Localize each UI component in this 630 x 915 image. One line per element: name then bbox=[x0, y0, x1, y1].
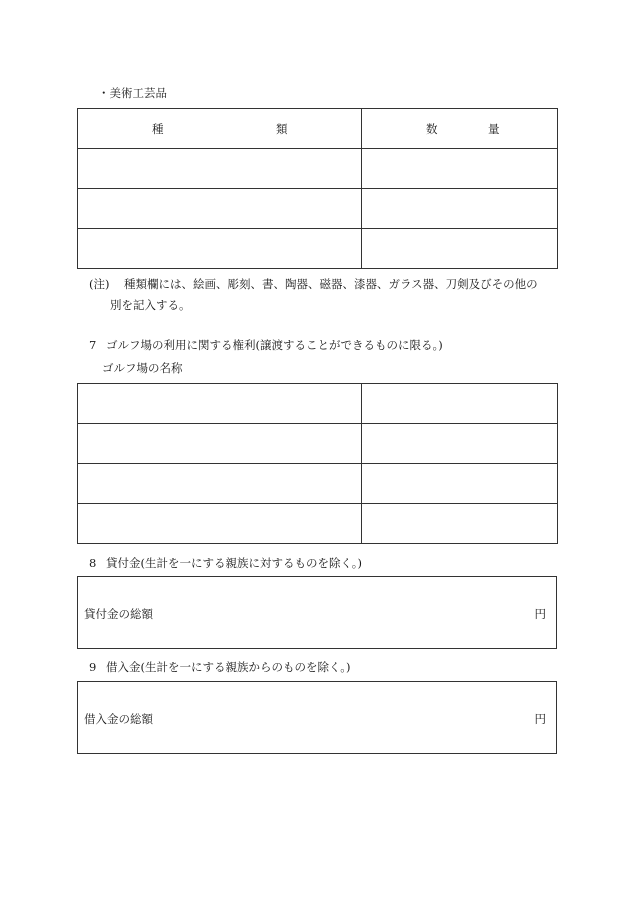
table-row bbox=[78, 424, 558, 464]
loan-unit: 円 bbox=[534, 607, 546, 621]
quantity-input-cell[interactable] bbox=[362, 229, 558, 269]
header-quantity-char2: 量 bbox=[488, 122, 500, 136]
golf-value-cell[interactable] bbox=[362, 504, 558, 544]
golf-subtitle: ゴルフ場の名称 bbox=[102, 361, 183, 375]
kind-input-cell[interactable] bbox=[78, 229, 362, 269]
art-table bbox=[77, 108, 558, 269]
loan-section-number: 8 bbox=[89, 556, 97, 570]
golf-value-cell[interactable] bbox=[362, 384, 558, 424]
loan-section-title: 貸付金(生計を一にする親族に対するものを除く。) bbox=[106, 556, 362, 570]
table-row bbox=[78, 229, 558, 269]
quantity-input-cell[interactable] bbox=[362, 189, 558, 229]
header-quantity-char1: 数 bbox=[426, 122, 438, 136]
header-kind-char2: 類 bbox=[276, 122, 288, 136]
note-prefix: (注) bbox=[89, 277, 110, 291]
golf-section-number: 7 bbox=[89, 338, 97, 352]
golf-name-cell[interactable] bbox=[78, 424, 362, 464]
golf-name-cell[interactable] bbox=[78, 464, 362, 504]
table-row bbox=[78, 189, 558, 229]
header-kind-char1: 種 bbox=[152, 122, 164, 136]
header-kind-cell bbox=[78, 109, 362, 149]
kind-input-cell[interactable] bbox=[78, 149, 362, 189]
borrow-section-title: 借入金(生計を一にする親族からのものを除く。) bbox=[106, 660, 351, 674]
table-row bbox=[78, 149, 558, 189]
kind-input-cell[interactable] bbox=[78, 189, 362, 229]
golf-value-cell[interactable] bbox=[362, 464, 558, 504]
golf-value-cell[interactable] bbox=[362, 424, 558, 464]
art-section-title: ・美術工芸品 bbox=[98, 86, 167, 100]
header-quantity-cell bbox=[362, 109, 558, 149]
table-row bbox=[78, 504, 558, 544]
golf-table bbox=[77, 383, 558, 544]
note-line-1: 種類欄には、絵画、彫刻、書、陶器、磁器、漆器、ガラス器、刀剣及びその他の bbox=[124, 277, 538, 291]
golf-name-cell[interactable] bbox=[78, 504, 362, 544]
note-line-2: 別を記入する。 bbox=[110, 298, 191, 312]
golf-section-title: ゴルフ場の利用に関する権利(譲渡することができるものに限る。) bbox=[106, 338, 443, 352]
table-row bbox=[78, 464, 558, 504]
borrow-total-label: 借入金の総額 bbox=[84, 712, 153, 726]
table-row bbox=[78, 384, 558, 424]
loan-total-box[interactable] bbox=[77, 576, 557, 649]
golf-name-cell[interactable] bbox=[78, 384, 362, 424]
borrow-unit: 円 bbox=[534, 712, 546, 726]
borrow-section-number: 9 bbox=[89, 660, 97, 674]
art-table-header-row bbox=[78, 109, 558, 149]
quantity-input-cell[interactable] bbox=[362, 149, 558, 189]
borrow-total-box[interactable] bbox=[77, 681, 557, 754]
loan-total-label: 貸付金の総額 bbox=[84, 607, 153, 621]
